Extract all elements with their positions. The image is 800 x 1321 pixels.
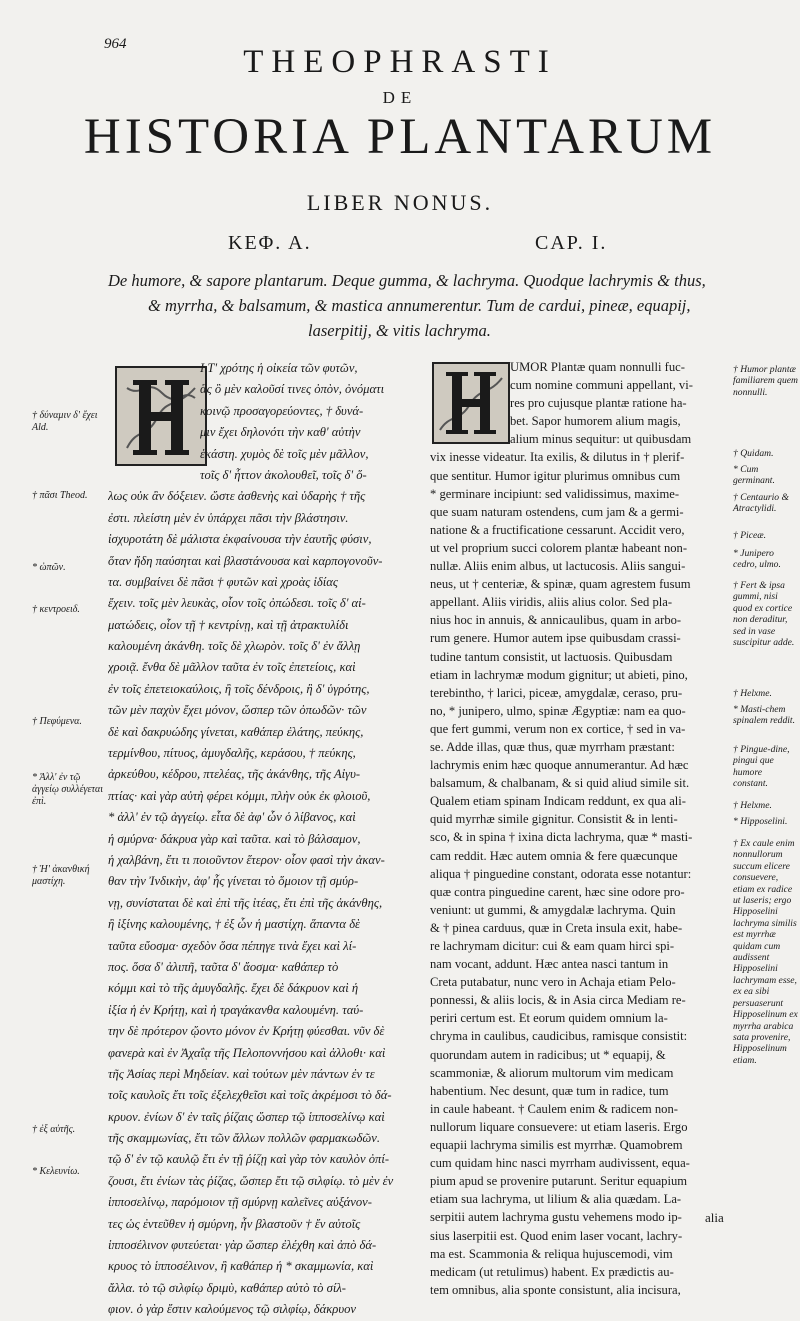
greek-line: ἐστι. πλείστη μὲν ἐν ὑπάρχει πᾶσι τὴν βλάστησιν. [108, 510, 349, 525]
latin-line: nam vocant, addunt. Hæc antea nasci tantum in [430, 957, 669, 972]
greek-line: τῶν μὲν παχὺν ἔχει μόνον, ὥσπερ τῶν ὀπωδῶν· τῶν [108, 703, 367, 718]
greek-line: ἄλλα. τὸ τῷ σιλφίῳ δριμὺ, καθάπερ αὐτὸ τὸ σίλ- [108, 1280, 346, 1295]
latin-line: cum quidam hinc nasci myrrham audivissent, equa- [430, 1156, 690, 1171]
latin-line: in caule habeant. † Caulem enim & radicem non- [430, 1101, 678, 1116]
catchword: alia [705, 1210, 724, 1225]
greek-line: τα. συμβαίνει δὲ πᾶσι † φυτῶν καὶ χροὰς ἰδίας [108, 574, 339, 589]
latin-line: neus, ut † centeriæ, & spinæ, quam agrestem fusum [430, 577, 691, 592]
latin-line: chryma in caulibus, caudicibus, ramisque consistit: [430, 1029, 688, 1044]
latin-line: terebintho, † larici, piceæ, amygdalæ, ceraso, pru- [430, 685, 683, 700]
greek-line: ὅταν ἤδη παύσηται καὶ βλαστάνουσα καὶ καρπογονοῦν- [108, 553, 383, 568]
greek-text-column [108, 358, 420, 1321]
latin-line: nius hoc in annuis, & annicaulibus, quam in arbo- [430, 613, 682, 628]
margin-note: † ἐξ αὐτῆς. [32, 1124, 76, 1135]
greek-line: τοῖς καυλοῖς ἔτι τοῖς ἐξελεχθεῖσι καὶ τοῖς ἀκρέμοσι τὸ δά- [108, 1088, 392, 1103]
latin-line: scammoniæ, & aliorum multorum vim medicam [430, 1065, 674, 1080]
greek-line: ἰξία ἡ ἐν Κρήτῃ, καὶ ἡ τραγάκανθα καλουμένη. ταύ- [108, 1002, 364, 1017]
latin-line: quid myrrhæ simile gignitur. Consistit & in lenti- [430, 812, 678, 827]
margin-note: † κεντροειδ. [32, 604, 80, 615]
margin-note: † πᾶσι Theod. [32, 490, 88, 501]
latin-text-column [430, 358, 732, 1299]
greek-line: κόμμι καὶ τὸ τῆς ἀμυγδαλῆς. ἔχει δὲ δάκρυον καὶ ἡ [108, 981, 359, 996]
latin-line: * germinare incipiunt: sed validissimus, maxime- [430, 486, 680, 501]
greek-line: τῆς Ἀσίας περὶ Μηδείαν. καὶ τούτων μὲν πάντων ἐν τε [108, 1066, 375, 1081]
latin-line: serpitii autem lachryma gustu vehemens modo ip- [430, 1210, 682, 1225]
latin-line: veniunt: ut gummi, & amygdalæ lachryma. Quin [430, 902, 676, 917]
latin-line: aliqua † pinguedine constant, odorata esse notantur: [430, 866, 692, 881]
chapter-summary [108, 268, 738, 343]
latin-line: res pro cujusque plantæ ratione ha- [510, 396, 687, 411]
margin-note: * Κελευνίω. [32, 1166, 80, 1177]
latin-line: no, * junipero, ulmo, spinæ Ægyptiæ: nam ea quo- [430, 703, 686, 718]
latin-line: etiam in lachrymæ modum gignitur; ut abieti, pino, [430, 667, 688, 682]
greek-line: τες ὡς ἐντεῦθεν ἡ σμύρνη, ἦν βλαστοῦν † ἔν αὐτοῖς [108, 1216, 361, 1231]
margin-note: * Ἀλλ' ἐν τῷ ἀγγείῳ συλλέγεται ἐπὶ. [32, 772, 104, 807]
greek-line: φιον. ὁ γὰρ ἔστιν καλούμενος τῷ σιλφίῳ, δάκρυον [108, 1302, 356, 1317]
greek-line: θαν τὴν Ἰνδικὴν, ἀφ' ἧς γίνεται τὸ ὅμοιον τῇ σμύρ- [108, 874, 359, 889]
margin-note: † Pingue-dine, pingui que humore constant. [733, 744, 790, 790]
title-book: LIBER NONUS. [306, 190, 494, 215]
margin-note: † Fert & ipsa gummi, nisi quod ex cortice non deraditur, sed in vase suscipitur adde. [733, 580, 795, 649]
greek-line: * ἀλλ' ἐν τῷ ἀγγείῳ. εἶτα δὲ ἀφ' ὧν ὁ λίβανος, καὶ [108, 810, 356, 825]
greek-line: κρυος τὸ ἱπποσέλινον, ἢ καθάπερ ἡ * σκαμμωνία, καὶ [108, 1259, 374, 1274]
latin-line: se. Adde illas, quæ thus, quæ myrrham præstant: [430, 739, 675, 754]
latin-line: vix inesse videatur. Ita exilis, & dilutus in † plerif- [430, 450, 685, 465]
latin-line: & † pinea carduus, quæ in Creta insula exit, habe- [430, 920, 683, 935]
greek-line: καλουμένη ἀκάνθη. τοῖς δὲ χλωρὸν. τοῖς δ' ἐν ἄλλῃ [108, 639, 361, 654]
latin-line: pium apud se provenire putarunt. Seritur equapium [430, 1174, 688, 1189]
title-de: DE [382, 88, 418, 107]
summary-line: & myrrha, & balsamum, & mastica annumerentur. Tum de cardui, pineæ, equapij, [148, 296, 691, 315]
greek-line: ἡ χαλβάνη, ἔτι τι ποιοῦντον ἕτερον· οἷον φασὶ τὴν ἀκαν- [108, 852, 385, 867]
margin-note: † Centaurio & Atractylidi. [733, 492, 789, 515]
chapter-greek: ΚΕΦ. Α. [228, 232, 312, 254]
latin-line: appellant. Aliis viridis, aliis alius color. Sed pla- [430, 595, 673, 610]
margin-note: † Piceæ. [733, 530, 767, 541]
latin-line: nullorum liquare consuevere: ut etiam laseris. Ergo [430, 1119, 688, 1134]
greek-line: χροιᾷ. ἔνθα δὲ μᾶλλον ταῦτα ἐν τοῖς ἐπετείοις, καὶ [108, 660, 356, 675]
greek-line: κοινῷ προσαγορεύοντες, † δυνά- [200, 403, 364, 418]
margin-note: * ὠπῶν. [32, 562, 66, 573]
margin-note: † Πεφύμενα. [32, 716, 82, 727]
greek-line: ἢ ἰξίνης καλουμένης, † ἐξ ὧν ἡ μαστίχη. ἅπαντα δὲ [108, 917, 361, 932]
chapter-latin: CAP. I. [535, 232, 608, 254]
greek-line: ἡ σμύρνα· δάκρυα γὰρ καὶ ταῦτα. καὶ τὸ βάλσαμον, [108, 831, 361, 846]
greek-line: ἃς ὃ μὲν καλοῦσί τινες ὀπὸν, ὀνόματι [200, 382, 385, 397]
greek-line: ἰσχυροτάτη δὲ μάλιστα ἐκφαίνουσα τὴν ἑαυτῆς φύσιν, [108, 532, 372, 547]
latin-line: etiam sua lachryma, ut lilium & alia quædam. La- [430, 1192, 682, 1207]
latin-line: bet. Sapor humorem alium magis, [510, 414, 681, 429]
summary-line: laserpitij, & vitis lachryma. [308, 321, 491, 340]
latin-line: quæ contra pinguedine carent, hæc sine odore pro- [430, 884, 685, 899]
greek-line: την δὲ πρότερον ᾤοντο μόνον ἐν Κρήτῃ φύεσθαι. νῦν δὲ [108, 1024, 385, 1039]
greek-line: πος. ὅσα δ' ἀλιπῆ, ταῦτα δ' ἄοσμα· καθάπερ τὸ [108, 959, 339, 974]
greek-line: κρυον. ἐνίων δ' ἐν ταῖς ῥίζαις ὥσπερ τῷ ἱπποσελίνῳ καὶ [108, 1109, 385, 1124]
latin-line: ut vel proprium succi colorem plantæ habeant non- [430, 540, 688, 555]
page-number: 964 [104, 36, 127, 52]
margin-note: * Cum germinant. [733, 464, 775, 487]
margin-note: * Masti-chem spinalem reddit. [733, 704, 795, 727]
latin-line: balsamum, & chalbanam, & si quid aliud simile sit. [430, 776, 690, 791]
greek-line: πτίας· καὶ γὰρ αὐτὴ φέρει κόμμι, πλὴν οὐκ ἐκ φλοιοῦ, [108, 788, 371, 803]
greek-line: ματώδεις, οἷον τῇ † κεντρίνῃ, καὶ τῇ ἀτρακτυλίδι [108, 617, 349, 632]
latin-line: alium minus sequitur: ut quibusdam [510, 432, 692, 447]
greek-line: ἐν τοῖς ἐπετειοκαύλοις, ἢ τοῖς δένδροις, ἢ δ' ὑγρότης, [108, 681, 370, 696]
margin-note: † δύναμιν δ' ἔχει Ald. [32, 410, 98, 433]
latin-line: que suam naturam ostendens, cum jam & a germi- [430, 504, 684, 519]
greek-line: μιν ἔχει δηλονότι τὴν καθ' αὐτὴν [200, 425, 361, 440]
latin-line: Qualem etiam spinam Indicam reddunt, ex qua ali- [430, 794, 686, 809]
latin-line: sco, & in spina † ixina dicta lachryma, quæ * masti- [430, 830, 693, 845]
greek-line: δὲ καὶ δακρυώδης γίνεται, καθάπερ ἐλάτης, πεύκης, [108, 724, 364, 739]
greek-line: τῷ δ' ἐν τῷ καυλῷ ἔτι ἐν τῇ ῥίζῃ καὶ γὰρ τὸν καυλὸν ὀπί- [108, 1152, 390, 1167]
greek-line: ἱπποσελίνῳ, παρόμοιον τῇ σμύρνῃ καλεῖνες αὐξάνον- [108, 1195, 372, 1210]
latin-line: tudine tantum consistit, ut lactuosis. Quibusdam [430, 649, 673, 664]
latin-line: rum genere. Humor autem ipse quibusdam crassi- [430, 631, 681, 646]
greek-line: Ι Τ' χρότης ἡ οἰκεία τῶν φυτῶν, [200, 361, 358, 375]
greek-line: νῃ, συνίσταται δὲ καὶ ἐπὶ τῆς ἰτέας, ἔτι ἐπὶ τῆς ἀκάνθης, [108, 895, 383, 910]
latin-line: medicam (ut retulimus) habent. Ex prædictis au- [430, 1264, 674, 1279]
latin-line: cum nomine communi appellant, vi- [510, 378, 693, 393]
latin-line: que fert gummi, verum non ex cortice, † sed in va- [430, 721, 686, 736]
greek-line: ἱπποσέλινον φυτεύεται· γὰρ ὥσπερ ἐλέχθη καὶ ἀπὸ δά- [108, 1238, 377, 1253]
margin-note: † Helxme. [733, 800, 772, 811]
latin-line: cam reddit. Hæc autem omnia & fere quæcunque [430, 848, 678, 863]
latin-line: lachrymis enim hæc quoque annumerantur. Ad hæc [430, 758, 689, 773]
greek-line: ἔχειν. τοῖς μὲν λευκὰς, οἷον τοῖς ὀπώδεσι. τοῖς δ' αἱ- [108, 596, 366, 611]
greek-line: φανερὰ καὶ ἐν Ἀχαΐᾳ τῆς Πελοποννήσου καὶ ἀλλοθι· καὶ [108, 1045, 386, 1060]
latin-line: natione & a fructificatione cessarunt. Accidit vero, [430, 522, 685, 537]
greek-line: τοῖς δ' ἧττον ἀκολουθεῖ, τοῖς δ' ὅ- [200, 467, 367, 482]
greek-line: τερμίνθου, πίτυος, ἀμυγδαλῆς, κεράσου, † πεύκης, [108, 746, 356, 761]
margin-note: † Quidam. [733, 448, 774, 459]
margin-note: * Hipposelini. [733, 816, 788, 827]
title-work: HISTORIA PLANTARUM [83, 109, 717, 165]
latin-line: que sentitur. Humor igitur plurimus omnibus cum [430, 468, 681, 483]
latin-line: re lachrymam dicitur: cui & eam quam hirci spi- [430, 939, 675, 953]
margin-note: * Junipero cedro, ulmo. [733, 548, 781, 571]
latin-line: quorundam autem in radicibus; ut * equapij, & [430, 1047, 666, 1062]
margin-note: † Ἡ' ἀκανθική μαστίχη. [32, 864, 90, 887]
margin-note: † Ex caule enim nonnullorum succum elicere consuevere, etiam ex radice ut laseris; ergo Hipposelini lachryma similis est myrrhæ quidam cum audissent Hipposelini lachrymam esse, ex ea sibi persuaserunt Hipposelinum ex myrrha arabica sata provenire, Hipposelinum etiam. [733, 838, 798, 1066]
latin-line: ma est. Scammonia & reliqua hujuscemodi, vim [430, 1246, 673, 1261]
greek-line: ἀρκεύθου, κέδρου, πτελέας, τῆς ἀκάνθης, τῆς Αἰγυ- [108, 767, 361, 782]
greek-line: τῆς σκαμμωνίας, ἔτι τῶν ἄλλων πολλῶν φαρμακωδῶν. [108, 1131, 381, 1146]
margin-note: † Helxme. [733, 688, 772, 699]
latin-line: Creta putabatur, nunc vero in Achaja etiam Pelo- [430, 975, 676, 990]
latin-line: UMOR Plantæ quam nonnulli fuc- [510, 360, 685, 374]
latin-line: habentium. Nec desunt, quæ tum in radice, tum [430, 1083, 669, 1098]
summary-line: De humore, & sapore plantarum. Deque gumma, & lachryma. Quodque lachrymis & thus, [108, 271, 706, 290]
greek-line: λως οὐκ ἂν δόξειεν. ὥστε ἀσθενὴς καὶ ὑδαρὴς † τῆς [108, 489, 366, 504]
greek-line: ταῦτα εὔοσμα· σχεδὸν ὅσα πέπηγε τινὰ ἔχει καὶ λί- [108, 938, 357, 953]
title-author: THEOPHRASTI [243, 44, 557, 80]
greek-line: ζουσι, ἔτι ἐνίων τὰς ῥίζας, ὥσπερ ἔτι τῷ σιλφίῳ. τὸ μὲν ἐν [108, 1173, 394, 1188]
latin-line: sius laserpitii est. Quod enim laser vocant, lachry- [430, 1228, 683, 1243]
margin-note: † Humor plantæ familiarem quem nonnulli. [733, 364, 798, 398]
greek-line: ἑκάστη. χυμὸς δὲ τοῖς μὲν μᾶλλον, [200, 446, 369, 461]
latin-line: ponnessi, & aliis locis, & in Asia circa Mediam re- [430, 993, 686, 1008]
latin-line: nullæ. Aliis enim albus, ut lactucosis. Aliis sangui- [430, 559, 686, 574]
latin-line: equapii lachryma similis est myrrhæ. Quamobrem [430, 1138, 683, 1153]
latin-line: tem omnibus, alia sponte consistunt, alia incisura, [430, 1282, 681, 1297]
latin-line: periri certum est. Et eorum quidem omnium la- [430, 1011, 668, 1026]
